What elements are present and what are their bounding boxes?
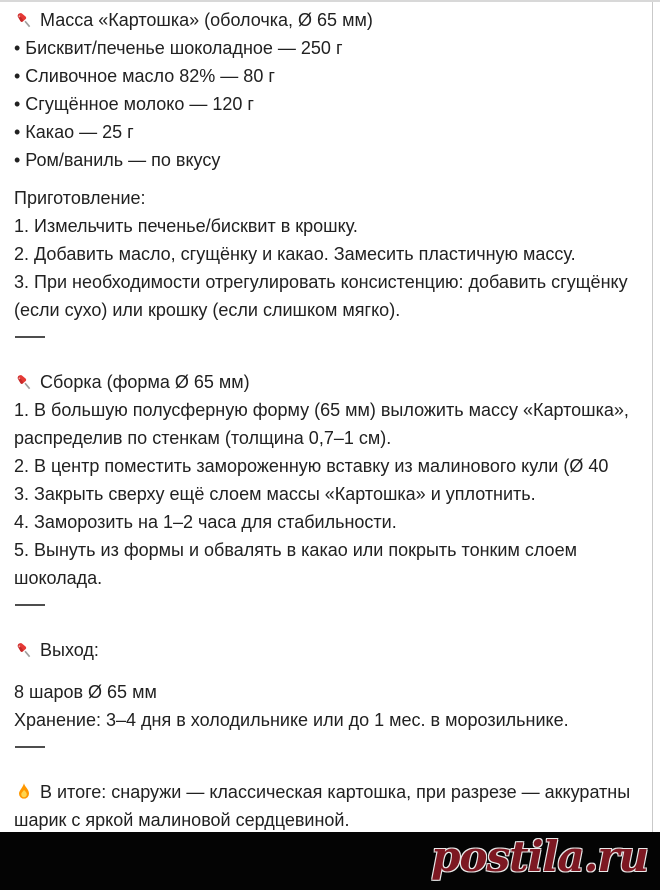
mass-heading-text: Масса «Картошка» (оболочка, Ø 65 мм) [40, 10, 373, 30]
top-border-line [0, 0, 660, 2]
assembly-step: распределив по стенкам (толщина 0,7–1 см). [14, 428, 392, 448]
assembly-step: 4. Заморозить на 1–2 часа для стабильности. [14, 512, 397, 532]
pushpin-icon [14, 372, 34, 392]
result-text: В итоге: снаружи — классическая картошка, при разрезе — аккуратны [40, 782, 631, 802]
section-heading-yield [14, 636, 651, 664]
assembly-step: 3. Закрыть сверху ещё слоем массы «Картошка» и уплотнить. [14, 484, 536, 504]
preparation-title: Приготовление: [14, 188, 146, 208]
watermark-bar [0, 832, 660, 890]
ingredient-item: • Сливочное масло 82% — 80 г [14, 66, 275, 86]
ingredient-item: • Сгущённое молоко — 120 г [14, 94, 254, 114]
pushpin-icon [14, 10, 34, 30]
preparation-step: 3. При необходимости отрегулировать консистенцию: добавить сгущёнку [14, 272, 628, 292]
ingredient-item: • Какао — 25 г [14, 122, 134, 142]
yield-line: 8 шаров Ø 65 мм [14, 682, 157, 702]
ingredient-item: • Бисквит/печенье шоколадное — 250 г [14, 38, 343, 58]
preparation-step: 2. Добавить масло, сгущёнку и какао. Замесить пластичную массу. [14, 244, 576, 264]
recipe-text [0, 6, 651, 834]
section-divider [15, 746, 45, 748]
assembly-step: 5. Вынуть из формы и обвалять в какао или покрыть тонким слоем [14, 540, 577, 560]
assembly-step: 2. В центр поместить замороженную вставку из малинового кули (Ø 40 [14, 456, 609, 476]
watermark-text: postila.ru [431, 832, 648, 881]
yield-heading-text: Выход: [40, 640, 99, 660]
assembly-heading-text: Сборка (форма Ø 65 мм) [40, 372, 250, 392]
fire-icon [14, 782, 34, 802]
assembly-step: 1. В большую полусферную форму (65 мм) выложить массу «Картошка», [14, 400, 629, 420]
ingredient-item: • Ром/ваниль — по вкусу [14, 150, 221, 170]
section-divider [15, 336, 45, 338]
pushpin-icon [14, 640, 34, 660]
preparation-step: 1. Измельчить печенье/бисквит в крошку. [14, 216, 358, 236]
right-border-line [652, 2, 653, 832]
yield-line: Хранение: 3–4 дня в холодильнике или до 1 мес. в морозильнике. [14, 710, 569, 730]
section-divider [15, 604, 45, 606]
section-heading-mass [14, 6, 651, 34]
preparation-step: (если сухо) или крошку (если слишком мягко). [14, 300, 401, 320]
result-line: шарик с яркой малиновой сердцевиной. [14, 810, 350, 830]
result-line-with-icon [14, 778, 651, 806]
section-heading-assembly [14, 368, 651, 396]
assembly-step: шоколада. [14, 568, 103, 588]
